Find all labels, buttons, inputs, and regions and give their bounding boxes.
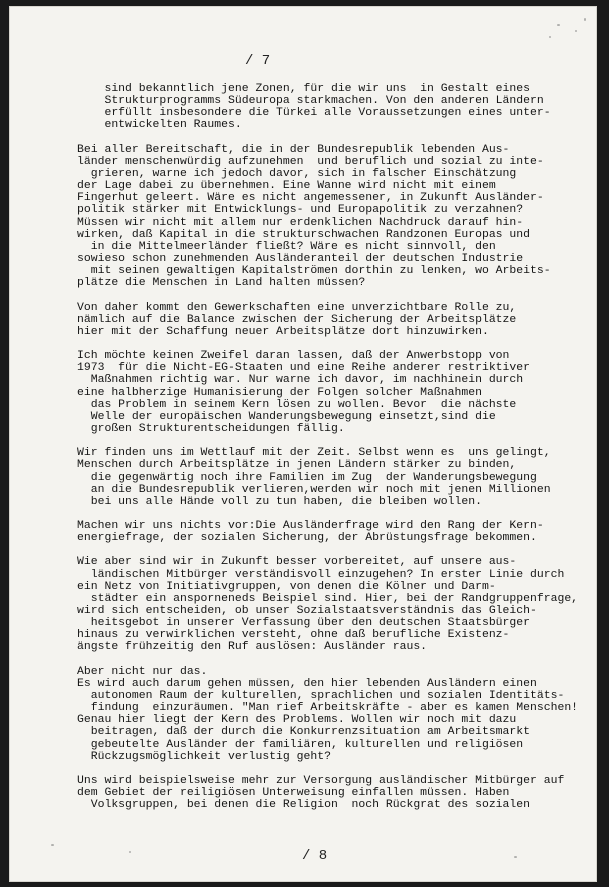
text-line: Rückzugsmöglichkeit verlustig geht? (77, 749, 331, 763)
text-line: dem Gebiet der reiligiösen Unterweisung einfallen müssen. Haben (77, 786, 510, 800)
text-line: die gegenwärtig noch ihre Familien im Zug der Wanderungsbewegung (77, 470, 537, 484)
text-line: das Problem in seinem Kern lösen zu wollen. Bevor die nächste (77, 397, 517, 411)
paragraph-3 (77, 302, 607, 338)
text-line: Müssen wir nicht mit allem nur erdenklichen Nachdruck darauf hin- (77, 215, 524, 229)
paragraph-8 (77, 666, 607, 763)
text-line: hinaus zu verwirklichen versteht, ohne daß berufliche Existenz- (77, 628, 510, 642)
text-line: Menschen durch Arbeitsplätze in jenen Ländern stärker zu binden, (77, 458, 517, 472)
text-line: an die Bundesrepublik verlieren,werden wir noch mit jenen Millionen (77, 482, 551, 496)
text-line: Aber nicht nur das. (77, 664, 208, 678)
text-line: politik stärker mit Entwicklungs- und Europapolitik zu verzahnen? (77, 203, 524, 217)
text-line: sowieso schon zunehmenden Ausländeranteil der deutschen Industrie (77, 251, 524, 265)
text-line: Ich möchte keinen Zweifel daran lassen, daß der Anwerbstopp von (77, 349, 510, 363)
body-text (77, 83, 607, 824)
paragraph-5 (77, 447, 607, 508)
paragraph-2 (77, 144, 607, 290)
text-line: mit seinen gewaltigen Kapitalströmen dorthin zu lenken, wo Arbeits- (77, 264, 551, 278)
text-line: eine halbherzige Humanisierung der Folgen solcher Maßnahmen (77, 385, 482, 399)
text-line: Strukturprogramms Südeuropa starkmachen. Von den anderen Ländern (77, 94, 544, 108)
text-line: Es wird auch darum gehen müssen, den hier lebenden Ausländern einen (77, 676, 537, 690)
text-line: Maßnahmen richtig war. Nur warne ich davor, im nachhinein durch (77, 373, 524, 387)
paragraph-7 (77, 556, 607, 653)
text-line: Genau hier liegt der Kern des Problems. Wollen wir noch mit dazu (77, 713, 517, 727)
text-line: wirken, daß Kapital in die strukturschwachen Randzonen Europas und (77, 227, 530, 241)
page-marker-top: / 7 (245, 53, 271, 69)
text-line: plätze die Menschen in Land halten müssen? (77, 276, 366, 290)
text-line: grieren, warne ich jedoch davor, sich in falscher Einschätzung (77, 166, 517, 180)
text-line: erfüllt insbesondere die Türkei alle Voraussetzungen eines unter- (77, 106, 551, 120)
text-line: energiefrage, der sozialen Sicherung, der Abrüstungsfrage bekommen. (77, 531, 537, 545)
text-line: Machen wir uns nichts vor:Die Ausländerfrage wird den Rang der Kern- (77, 519, 544, 533)
paragraph-1 (77, 83, 607, 132)
text-line: heitsgebot in unserer Verfassung über den deutschen Staatsbürger (77, 616, 530, 630)
page-marker-bottom: / 8 (302, 848, 328, 864)
text-line: gebeutelte Ausländer der familiären, kulturellen und religiösen (77, 737, 524, 751)
paragraph-9 (77, 775, 607, 811)
text-line: ein Netz von Initiativgruppen, von denen die Kölner und Darm- (77, 579, 496, 593)
paragraph-4 (77, 350, 607, 435)
text-line: 1973 für die Nicht-EG-Staaten und eine Reihe anderer restriktiver (77, 361, 530, 375)
text-line: Volksgruppen, bei denen die Religion noch Rückgrat des sozialen (77, 798, 530, 812)
text-line: der Lage dabei zu übernehmen. Eine Wanne wird nicht mit einem (77, 179, 496, 193)
text-line: großen Strukturentscheidungen fällig. (77, 421, 345, 435)
text-line: länder menschenwürdig aufzunehmen und beruflich und sozial zu inte- (77, 154, 544, 168)
text-line: Wie aber sind wir in Zukunft besser vorbereitet, auf unsere aus- (77, 555, 517, 569)
text-line: ängste frühzeitig den Ruf auslösen: Ausländer raus. (77, 640, 428, 654)
text-line: in die Mittelmeerländer fließt? Wäre es nicht sinnvoll, den (77, 239, 496, 253)
text-line: Wir finden uns im Wettlauf mit der Zeit. Selbst wenn es uns gelingt, (77, 446, 551, 460)
text-line: entwickelten Raumes. (77, 118, 242, 132)
text-line: beitragen, daß der durch die Konkurrenzsituation am Arbeitsmarkt (77, 725, 530, 739)
text-line: autonomen Raum der kulturellen, sprachlichen und sozialen Identitäts- (77, 689, 565, 703)
text-line: Uns wird beispielsweise mehr zur Versorgung ausländischer Mitbürger auf (77, 774, 565, 788)
text-line: ländischen Mitbürger verständisvoll einzugehen? In erster Linie durch (77, 567, 565, 581)
paragraph-6 (77, 520, 607, 544)
text-line: Von daher kommt den Gewerkschaften eine unverzichtbare Rolle zu, (77, 300, 517, 314)
text-line: Bei aller Bereitschaft, die in der Bundesrepublik lebenden Aus- (77, 142, 510, 156)
text-line: Welle der europäischen Wanderungsbewegung einsetzt,sind die (77, 409, 496, 423)
text-line: hier mit der Schaffung neuer Arbeitsplätze dort hinzuwirken. (77, 324, 489, 338)
text-line: wird sich entscheiden, ob unser Sozialstaatsverständnis das Gleich- (77, 604, 537, 618)
text-line: Fingerhut geleert. Wäre es nicht angemessener, in Zukunft Ausländer- (77, 191, 544, 205)
text-line: städter ein ansporneneds Beispiel sind. Hier, bei der Randgruppenfrage, (77, 591, 579, 605)
text-line: bei uns alle Hände voll zu tun haben, die bleiben wollen. (77, 494, 482, 508)
text-line: findung einzuräumen. "Man rief Arbeitskräfte - aber es kamen Menschen! (77, 701, 579, 715)
text-line: nämlich auf die Balance zwischen der Sicherung der Arbeitsplätze (77, 312, 517, 326)
document-page (9, 6, 597, 882)
text-line: sind bekanntlich jene Zonen, für die wir uns in Gestalt eines (77, 82, 530, 95)
